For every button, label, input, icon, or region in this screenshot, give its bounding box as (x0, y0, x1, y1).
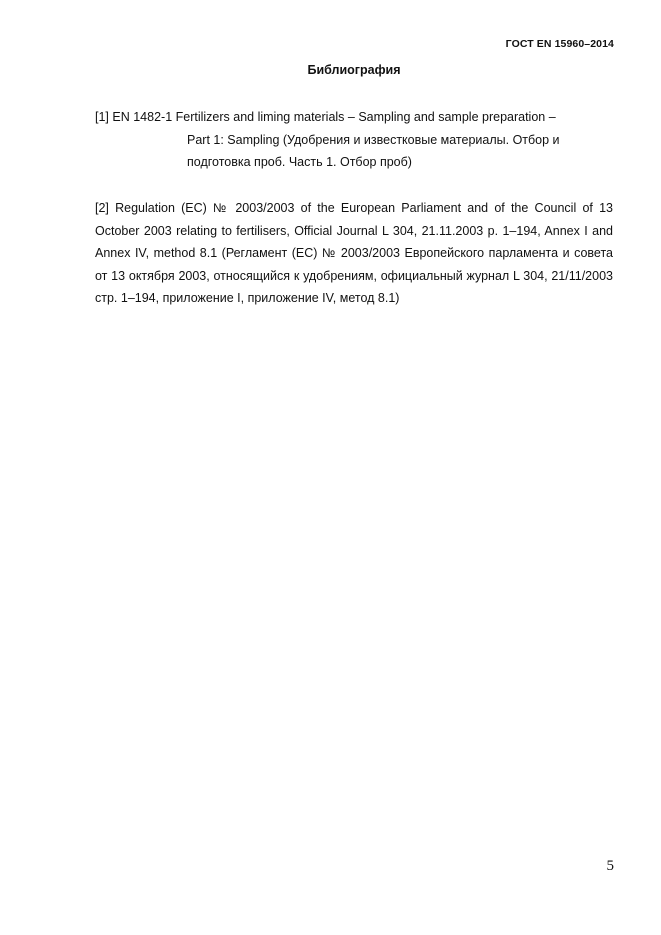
entry-2-body (95, 197, 613, 310)
entry-1-first-line (95, 106, 613, 129)
bibliography-entry-2 (95, 197, 613, 310)
entry-1-line-1: EN 1482-1 Fertilizers and liming materials – Sampling and sample preparation – (112, 110, 556, 124)
page-number: 5 (606, 858, 614, 874)
entry-1-line-2: Part 1: Sampling (Удобрения и известковые материалы. Отбор и (187, 132, 560, 147)
entry-1-number: [1] (95, 110, 109, 124)
bibliography-entry-1 (95, 106, 613, 174)
entry-2-text: Regulation (EC) № 2003/2003 of the European Parliament and of the Council of 13 October 2003 relating to fertilisers, Official Journal L 304, 21.11.2003 p. 1–194, Annex I and Annex IV, method 8.1 (Регламент (ЕС) № 2003/2003 Европейского парламента и совета от 13 октября 2003, относящийся к удобрениям, официальный журнал L 304, 21/11/2003 стр. 1–194, приложение I, приложение IV, метод 8.1) (95, 201, 613, 305)
standard-code: ГОСТ EN 15960–2014 (505, 38, 614, 50)
entry-2-number: [2] (95, 201, 109, 215)
entry-1-line-3: подготовка проб. Часть 1. Отбор проб) (187, 155, 412, 169)
page-title: Библиография (307, 63, 401, 77)
